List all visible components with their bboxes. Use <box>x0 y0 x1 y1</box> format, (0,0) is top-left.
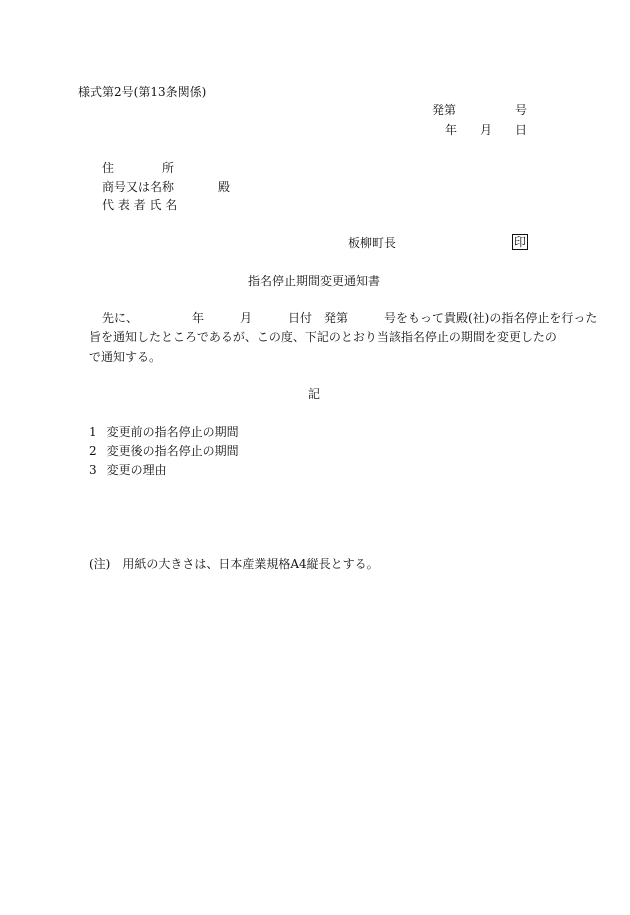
form-number-label: 様式第2号(第13条関係) <box>78 85 207 99</box>
list-item <box>89 462 167 478</box>
list-item <box>89 443 239 459</box>
item-number: 1 <box>89 425 97 439</box>
honorific-label: 殿 <box>218 180 231 194</box>
address-label: 住 所 <box>102 161 175 175</box>
body-line-3: で通知する。 <box>89 350 162 364</box>
paper-size-note: (注) 用紙の大きさは、日本産業規格A4縦長とする。 <box>89 557 379 571</box>
ki-label: 記 <box>308 387 321 401</box>
body-line-1: 先に、 年 月 日付 発第 号をもって貴殿(社)の指名停止を行った <box>102 311 598 325</box>
date-year-label: 年 <box>445 123 458 137</box>
item-label: 変更後の指名停止の期間 <box>106 444 239 458</box>
list-item <box>89 424 239 440</box>
date-day-label: 日 <box>515 123 528 137</box>
company-name-label: 商号又は名称 <box>102 180 175 194</box>
document-title: 指名停止期間変更通知書 <box>248 274 381 288</box>
item-number: 3 <box>89 463 97 477</box>
item-label: 変更前の指名停止の期間 <box>106 425 239 439</box>
seal-stamp-label: 印 <box>514 235 527 249</box>
seal-mark <box>512 234 528 250</box>
item-number: 2 <box>89 444 97 458</box>
issue-number-suffix: 号 <box>515 103 528 117</box>
issue-number-prefix: 発第 <box>432 103 457 117</box>
representative-label: 代 表 者 氏 名 <box>102 198 178 212</box>
date-month-label: 月 <box>480 123 493 137</box>
item-label: 変更の理由 <box>106 463 167 477</box>
sender-title: 板柳町長 <box>348 236 397 250</box>
body-line-2: 旨を通知したところであるが、この度、下記のとおり当該指名停止の期間を変更したの <box>89 330 557 344</box>
